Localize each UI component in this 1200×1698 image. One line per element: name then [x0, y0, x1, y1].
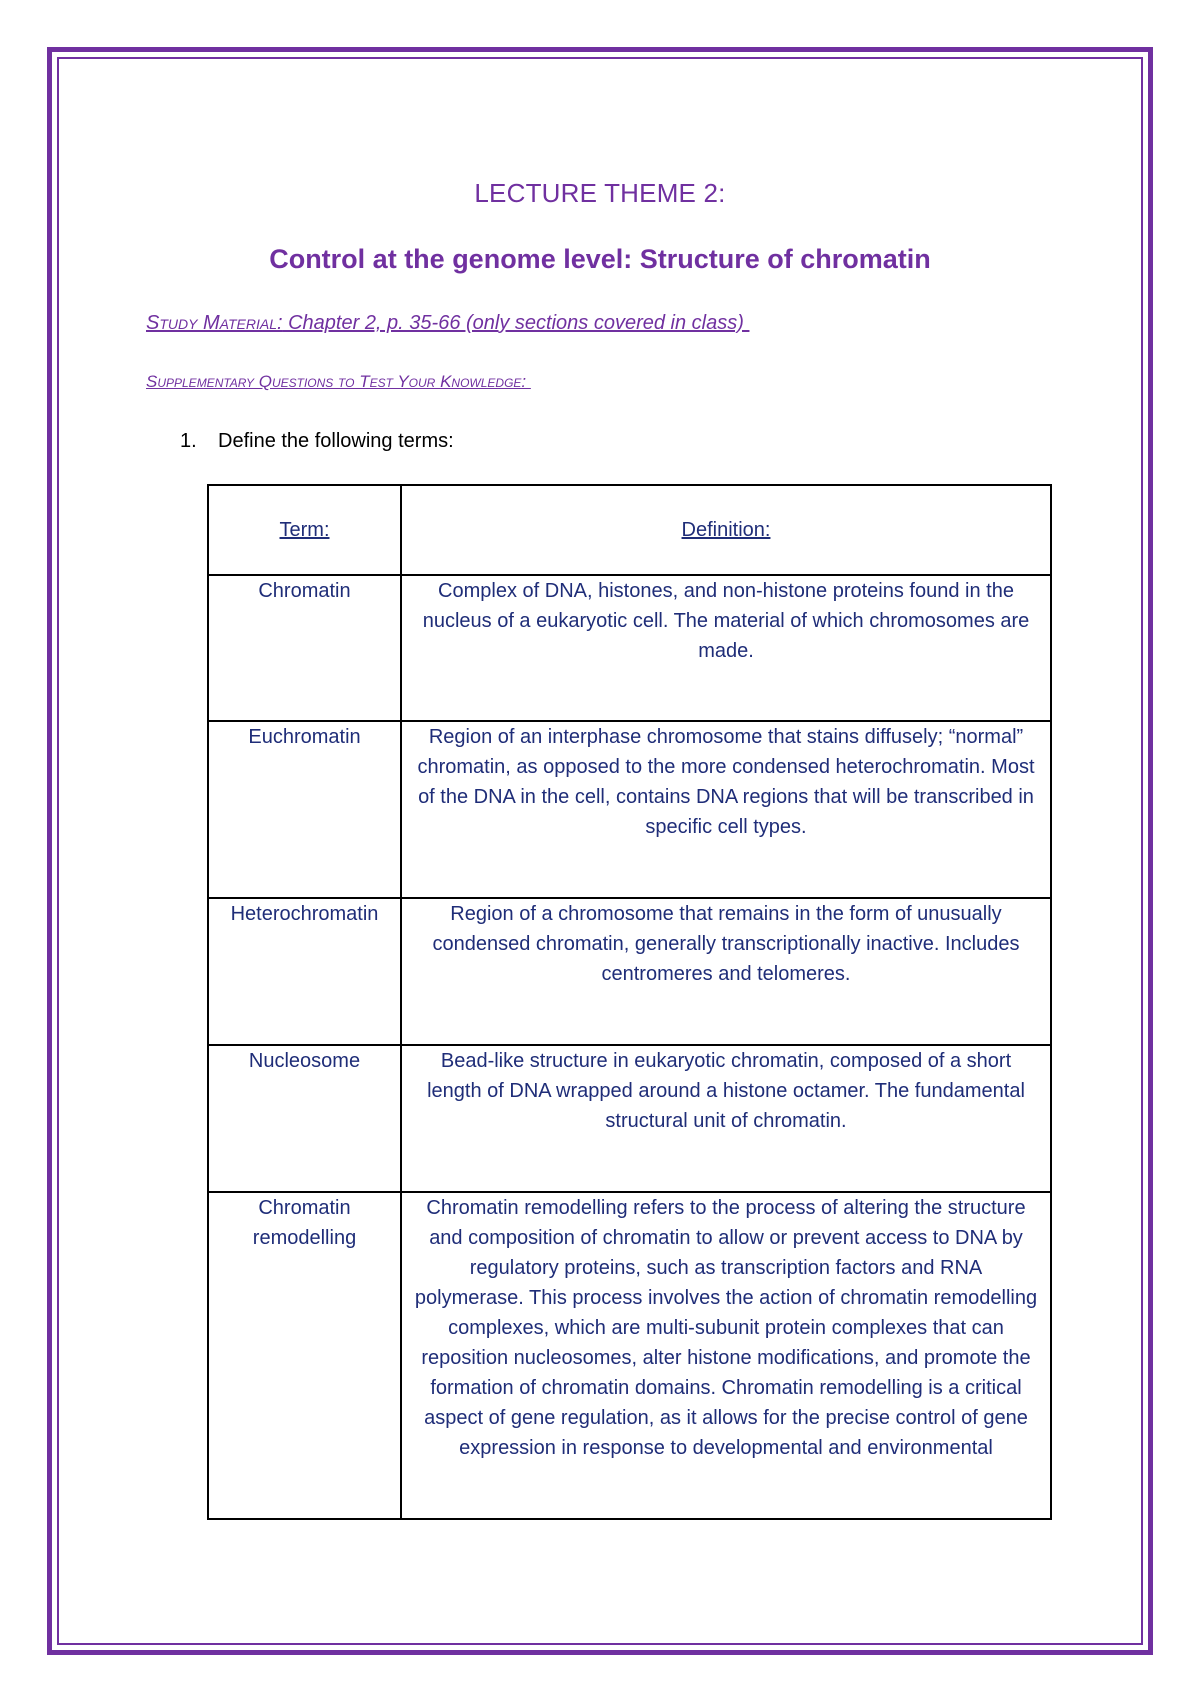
- lecture-subtitle: Control at the genome level: Structure of chromatin: [269, 244, 931, 274]
- definition-cell: Complex of DNA, histones, and non-histone proteins found in the nucleus of a eukaryotic cell. The material of which chromosomes are made.: [401, 575, 1051, 721]
- study-material-label: Study Material:: [146, 312, 283, 334]
- table-row: [208, 575, 1051, 721]
- table-header-row: [208, 485, 1051, 575]
- term-cell: Euchromatin: [208, 721, 401, 898]
- term-column-header: Term:: [208, 485, 401, 575]
- table-row: [208, 898, 1051, 1045]
- question-number: 1.: [180, 430, 197, 452]
- term-cell: Chromatin: [208, 575, 401, 721]
- supplementary-questions-heading: Supplementary Questions to Test Your Knowledge:: [146, 372, 531, 391]
- definition-cell: Bead-like structure in eukaryotic chromatin, composed of a short length of DNA wrapped around a histone octamer. The fundamental structural unit of chromatin.: [401, 1045, 1051, 1192]
- terms-table: [207, 484, 1052, 1520]
- definition-cell: Region of a chromosome that remains in the form of unusually condensed chromatin, generally transcriptionally inactive. Includes centromeres and telomeres.: [401, 898, 1051, 1045]
- question-1: [180, 430, 454, 453]
- question-text: Define the following terms:: [218, 430, 454, 452]
- definition-cell: Region of an interphase chromosome that stains diffusely; “normal” chromatin, as opposed to the more condensed heterochromatin. Most of the DNA in the cell, contains DNA regions that will be transcribed in specific cell types.: [401, 721, 1051, 898]
- table-row: [208, 1192, 1051, 1519]
- definition-column-header: Definition:: [401, 485, 1051, 575]
- term-cell: [208, 1192, 401, 1519]
- definition-cell: [401, 1192, 1051, 1519]
- term-text: Chromatin remodelling: [252, 1197, 357, 1249]
- table-row: [208, 1045, 1051, 1192]
- definition-text: Chromatin remodelling refers to the process of altering the structure and composition of chromatin to allow or prevent access to DNA by regulatory proteins, such as transcription factors and RNA polymerase. This process involves the action of chromatin remodelling complexes, which are multi-subunit protein complexes that can reposition nucleosomes, alter histone modifications, and promote the formation of chromatin domains. Chromatin remodelling is a critical aspect of gene regulation, as it allows for the precise control of gene expression in response to developmental and environmental: [414, 1197, 1038, 1459]
- term-cell: Nucleosome: [208, 1045, 401, 1192]
- term-cell: Heterochromatin: [208, 898, 401, 1045]
- table-row: [208, 721, 1051, 898]
- study-material-text: Chapter 2, p. 35-66 (only sections covered in class): [282, 312, 750, 334]
- lecture-theme-title: LECTURE THEME 2:: [474, 178, 726, 208]
- study-material-line: [146, 312, 749, 335]
